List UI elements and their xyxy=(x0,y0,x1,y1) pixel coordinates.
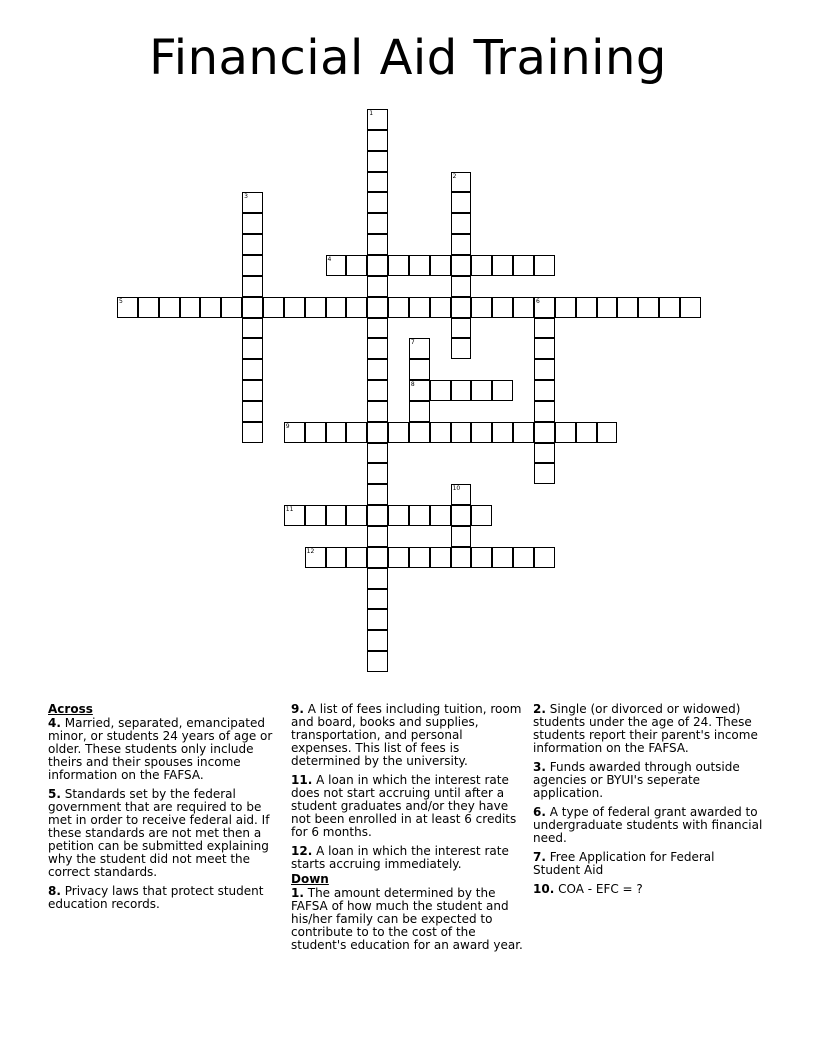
grid-cell[interactable] xyxy=(659,297,680,318)
grid-cell[interactable] xyxy=(367,172,388,193)
grid-cell[interactable] xyxy=(242,192,263,213)
grid-cell[interactable] xyxy=(492,380,513,401)
grid-cell[interactable] xyxy=(492,422,513,443)
grid-cell[interactable] xyxy=(451,234,472,255)
grid-cell[interactable] xyxy=(180,297,201,318)
grid-cell[interactable] xyxy=(430,547,451,568)
clue-number: 3 xyxy=(244,193,248,201)
down-heading: Down xyxy=(291,872,329,886)
grid-cell[interactable] xyxy=(305,505,326,526)
grid-cell[interactable] xyxy=(555,422,576,443)
clue-down-3: 3. Funds awarded through outside agencies or BYUI's seperate application. xyxy=(533,760,740,800)
grid-cell[interactable] xyxy=(451,192,472,213)
grid-cell[interactable] xyxy=(388,547,409,568)
grid-cell[interactable] xyxy=(471,255,492,276)
grid-cell[interactable] xyxy=(534,255,555,276)
clue-number: 9 xyxy=(285,422,290,430)
grid-cell[interactable] xyxy=(576,297,597,318)
grid-cell[interactable] xyxy=(326,297,347,318)
grid-cell[interactable] xyxy=(242,234,263,255)
grid-cell[interactable] xyxy=(326,255,347,276)
grid-cell[interactable] xyxy=(451,297,472,318)
grid-cell[interactable] xyxy=(367,151,388,172)
grid-cell[interactable] xyxy=(492,255,513,276)
grid-cell[interactable] xyxy=(534,359,555,380)
grid-cell[interactable] xyxy=(409,422,430,443)
clue-number: 2 xyxy=(452,172,457,180)
clues-column-1 xyxy=(48,703,280,917)
grid-cell[interactable] xyxy=(346,547,367,568)
grid-cell[interactable] xyxy=(638,297,659,318)
grid-cell[interactable] xyxy=(263,297,284,318)
grid-cell[interactable] xyxy=(492,547,513,568)
grid-cell[interactable] xyxy=(242,401,263,422)
grid-cell[interactable] xyxy=(471,547,492,568)
grid-cell[interactable] xyxy=(367,526,388,547)
grid-cell[interactable] xyxy=(597,422,618,443)
grid-cell[interactable] xyxy=(367,234,388,255)
grid-cell[interactable] xyxy=(242,255,263,276)
clue-number: 5 xyxy=(119,297,123,305)
grid-cell[interactable] xyxy=(451,526,472,547)
grid-cell[interactable] xyxy=(367,547,388,568)
grid-cell[interactable] xyxy=(534,318,555,339)
grid-cell[interactable] xyxy=(576,422,597,443)
clue-number: 4 xyxy=(327,255,332,263)
grid-cell[interactable] xyxy=(451,338,472,359)
grid-cell[interactable] xyxy=(367,589,388,610)
grid-cell[interactable] xyxy=(513,547,534,568)
grid-cell[interactable] xyxy=(367,463,388,484)
grid-cell[interactable] xyxy=(367,297,388,318)
grid-cell[interactable] xyxy=(409,255,430,276)
grid-cell[interactable] xyxy=(367,568,388,589)
grid-cell[interactable] xyxy=(409,380,430,401)
grid-cell[interactable] xyxy=(367,422,388,443)
grid-cell[interactable] xyxy=(200,297,221,318)
grid-cell[interactable] xyxy=(305,547,326,568)
grid-cell[interactable] xyxy=(388,422,409,443)
grid-cell[interactable] xyxy=(555,297,576,318)
grid-cell[interactable] xyxy=(430,380,451,401)
grid-cell[interactable] xyxy=(471,422,492,443)
page-title: Financial Aid Training xyxy=(149,30,667,86)
grid-cell[interactable] xyxy=(305,422,326,443)
clue-across-4: 4. Married, separated, emancipated minor, or students 24 years of age or older. These students only include theirs and their spouses income information on the FAFSA. xyxy=(48,716,273,782)
grid-cell[interactable] xyxy=(138,297,159,318)
grid-cell[interactable] xyxy=(242,297,263,318)
grid-cell[interactable] xyxy=(346,422,367,443)
grid-cell[interactable] xyxy=(534,338,555,359)
clue-number: 7 xyxy=(410,339,415,347)
grid-cell[interactable] xyxy=(326,547,347,568)
grid-cell[interactable] xyxy=(367,276,388,297)
grid-cell[interactable] xyxy=(242,380,263,401)
grid-cell[interactable] xyxy=(367,255,388,276)
grid-cell[interactable] xyxy=(534,297,555,318)
grid-cell[interactable] xyxy=(367,338,388,359)
grid-cell[interactable] xyxy=(367,192,388,213)
grid-cell[interactable] xyxy=(680,297,701,318)
grid-cell[interactable] xyxy=(346,297,367,318)
clue-number: 8 xyxy=(410,381,415,389)
grid-cell[interactable] xyxy=(451,255,472,276)
grid-cell[interactable] xyxy=(388,505,409,526)
grid-cell[interactable] xyxy=(513,422,534,443)
grid-cell[interactable] xyxy=(367,130,388,151)
clue-down-1: 1. The amount determined by the FAFSA of how much the student and his/her family can be expected to contribute to to the cost of the student's education for an award year. xyxy=(291,886,523,952)
clue-down-2: 2. Single (or divorced or widowed) students under the age of 24. These students report their parent's income information on the FAFSA. xyxy=(533,702,758,755)
grid-cell[interactable] xyxy=(534,547,555,568)
clue-across-9: 9. A list of fees including tuition, room and board, books and supplies, transportation, and personal expenses. This list of fees is determined by the university. xyxy=(291,702,522,768)
grid-cell[interactable] xyxy=(117,297,138,318)
grid-cell[interactable] xyxy=(534,401,555,422)
grid-cell[interactable] xyxy=(221,297,242,318)
grid-cell[interactable] xyxy=(451,484,472,505)
grid-cell[interactable] xyxy=(346,255,367,276)
clue-down-7: 7. Free Application for Federal Student Aid xyxy=(533,850,715,877)
grid-cell[interactable] xyxy=(284,505,305,526)
clue-number: 11 xyxy=(285,506,294,514)
grid-cell[interactable] xyxy=(242,276,263,297)
grid-cell[interactable] xyxy=(367,443,388,464)
grid-cell[interactable] xyxy=(617,297,638,318)
grid-cell[interactable] xyxy=(451,547,472,568)
clue-down-10: 10. COA - EFC = ? xyxy=(533,882,643,896)
grid-cell[interactable] xyxy=(430,297,451,318)
grid-cell[interactable] xyxy=(159,297,180,318)
grid-cell[interactable] xyxy=(367,380,388,401)
grid-cell[interactable] xyxy=(409,401,430,422)
grid-cell[interactable] xyxy=(534,463,555,484)
grid-cell[interactable] xyxy=(409,505,430,526)
grid-cell[interactable] xyxy=(534,422,555,443)
grid-cell[interactable] xyxy=(367,484,388,505)
grid-cell[interactable] xyxy=(471,297,492,318)
clue-number: 6 xyxy=(536,297,540,305)
grid-cell[interactable] xyxy=(367,651,388,672)
clue-across-5: 5. Standards set by the federal government that are required to be met in order to receive federal aid. If these standards are not met then a petition can be submitted explaining why the student did not meet the correct standards. xyxy=(48,787,270,879)
grid-cell[interactable] xyxy=(513,255,534,276)
grid-cell[interactable] xyxy=(409,338,430,359)
clue-across-11: 11. A loan in which the interest rate does not start accruing until after a student graduates and/or they have not been enrolled in at least 6 credits for 6 months. xyxy=(291,773,517,839)
grid-cell[interactable] xyxy=(367,213,388,234)
grid-cell[interactable] xyxy=(492,297,513,318)
grid-cell[interactable] xyxy=(471,380,492,401)
grid-cell[interactable] xyxy=(242,213,263,234)
grid-cell[interactable] xyxy=(597,297,618,318)
grid-cell[interactable] xyxy=(346,505,367,526)
clues-column-3 xyxy=(533,703,765,902)
grid-cell[interactable] xyxy=(451,380,472,401)
across-heading: Across xyxy=(48,702,93,716)
grid-cell[interactable] xyxy=(367,630,388,651)
grid-cell[interactable] xyxy=(326,422,347,443)
clue-across-8: 8. Privacy laws that protect student education records. xyxy=(48,884,264,911)
grid-cell[interactable] xyxy=(284,422,305,443)
clue-down-6: 6. A type of federal grant awarded to undergraduate students with financial need. xyxy=(533,805,763,845)
grid-cell[interactable] xyxy=(367,318,388,339)
grid-cell[interactable] xyxy=(326,505,347,526)
grid-cell[interactable] xyxy=(409,359,430,380)
grid-cell[interactable] xyxy=(451,213,472,234)
grid-cell[interactable] xyxy=(367,109,388,130)
grid-cell[interactable] xyxy=(451,318,472,339)
grid-cell[interactable] xyxy=(451,505,472,526)
grid-cell[interactable] xyxy=(367,359,388,380)
grid-cell[interactable] xyxy=(534,380,555,401)
clues-column-2 xyxy=(291,703,523,958)
clue-across-12: 12. A loan in which the interest rate starts accruing immediately. xyxy=(291,844,509,871)
clue-number: 1 xyxy=(369,110,374,117)
grid-cell[interactable] xyxy=(409,547,430,568)
grid-cell[interactable] xyxy=(367,609,388,630)
grid-cell[interactable] xyxy=(242,318,263,339)
grid-cell[interactable] xyxy=(367,505,388,526)
grid-cell[interactable] xyxy=(534,443,555,464)
grid-cell[interactable] xyxy=(242,422,263,443)
grid-cell[interactable] xyxy=(367,401,388,422)
grid-cell[interactable] xyxy=(242,359,263,380)
clue-number: 12 xyxy=(306,547,315,555)
grid-cell[interactable] xyxy=(451,172,472,193)
clue-number: 10 xyxy=(452,485,461,493)
grid-cell[interactable] xyxy=(451,276,472,297)
grid-cell[interactable] xyxy=(305,297,326,318)
grid-cell[interactable] xyxy=(513,297,534,318)
grid-cell[interactable] xyxy=(388,255,409,276)
grid-cell[interactable] xyxy=(284,297,305,318)
grid-cell[interactable] xyxy=(451,422,472,443)
grid-cell[interactable] xyxy=(430,422,451,443)
grid-cell[interactable] xyxy=(430,255,451,276)
grid-cell[interactable] xyxy=(471,505,492,526)
grid-cell[interactable] xyxy=(409,297,430,318)
grid-cell[interactable] xyxy=(242,338,263,359)
grid-cell[interactable] xyxy=(430,505,451,526)
grid-cell[interactable] xyxy=(388,297,409,318)
